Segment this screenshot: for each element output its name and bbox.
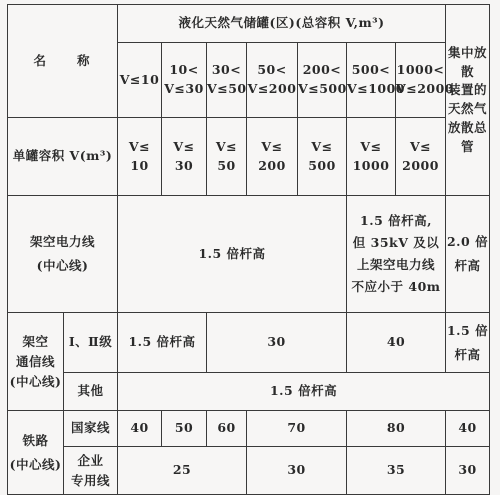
power-line-label: (中心线) bbox=[36, 258, 89, 273]
single-tank-value: V≤ bbox=[215, 138, 238, 154]
power-line-label: 架空电力线 bbox=[30, 234, 96, 250]
range-text: 30< bbox=[211, 62, 242, 78]
single-tank-value: 1000 bbox=[352, 157, 390, 173]
range-text: V≤500 bbox=[298, 81, 347, 96]
railway-national-value: 40 bbox=[130, 420, 149, 436]
power-line-large-value: 但 35kV 及以 bbox=[352, 235, 440, 251]
railway-national-value: 70 bbox=[287, 420, 306, 436]
single-tank-value: 30 bbox=[174, 157, 194, 173]
comm-other-cell bbox=[118, 373, 490, 411]
range-cell bbox=[396, 43, 454, 118]
railway-national-cell bbox=[446, 411, 490, 447]
power-line-vent-cell bbox=[446, 196, 490, 313]
comm-grade1-cell bbox=[207, 313, 347, 373]
railway-national-value: 60 bbox=[217, 420, 236, 436]
range-text: 500< bbox=[351, 62, 391, 78]
railway-enterprise-label: 专用线 bbox=[71, 472, 111, 488]
range-text: 200< bbox=[302, 62, 342, 78]
railway-national-cell bbox=[162, 411, 207, 447]
single-tank-label: 单罐容积 V(m³) bbox=[12, 148, 113, 164]
railway-label-cell bbox=[8, 411, 64, 495]
railway-enterprise-label-cell bbox=[64, 447, 118, 495]
spacing-table bbox=[7, 4, 490, 495]
power-line-large-cell bbox=[347, 196, 446, 313]
railway-enterprise-value: 30 bbox=[287, 462, 306, 478]
single-tank-cell bbox=[347, 118, 396, 196]
railway-enterprise-cell bbox=[347, 447, 446, 495]
comm-grade1-label-cell bbox=[64, 313, 118, 373]
single-tank-value: V≤ bbox=[311, 138, 333, 154]
range-text: 1000< bbox=[396, 62, 445, 78]
comm-grade1-cell bbox=[118, 313, 207, 373]
single-tank-value: 10 bbox=[130, 157, 149, 173]
single-tank-value: 2000 bbox=[402, 157, 439, 173]
range-text: V≤50 bbox=[207, 81, 247, 96]
single-tank-value: 500 bbox=[308, 157, 336, 173]
range-text: V≤10 bbox=[119, 71, 160, 87]
comm-other-label-cell bbox=[64, 373, 118, 411]
railway-national-cell bbox=[118, 411, 162, 447]
range-text: V≤2000 bbox=[396, 81, 454, 96]
railway-enterprise-value: 25 bbox=[172, 462, 192, 478]
range-text: 10< bbox=[169, 62, 199, 78]
railway-enterprise-cell bbox=[446, 447, 490, 495]
power-line-large-value: 1.5 倍杆高, bbox=[360, 213, 432, 229]
single-tank-value: V≤ bbox=[409, 138, 432, 154]
vent-title-line: 装置的 bbox=[448, 82, 488, 98]
range-cell bbox=[118, 43, 162, 118]
railway-national-value: 50 bbox=[174, 420, 194, 436]
name-label: 名 称 bbox=[33, 52, 92, 68]
power-line-main-value: 1.5 倍杆高 bbox=[198, 245, 266, 261]
railway-label: 铁路 bbox=[22, 432, 49, 448]
power-line-label-cell bbox=[8, 196, 118, 313]
range-cell bbox=[207, 43, 247, 118]
single-tank-value: V≤ bbox=[360, 138, 382, 154]
comm-grade1-vent-value: 杆高 bbox=[454, 346, 481, 362]
single-tank-cell bbox=[118, 118, 162, 196]
railway-national-label: 国家线 bbox=[71, 420, 111, 436]
header-group-title-cell bbox=[118, 5, 446, 43]
comm-line-label-cell bbox=[8, 313, 64, 411]
single-tank-value: V≤ bbox=[261, 138, 283, 154]
range-cell bbox=[347, 43, 405, 118]
single-tank-cell bbox=[298, 118, 347, 196]
group-title: 液化天然气储罐(区)(总容积 V,m³) bbox=[178, 15, 385, 31]
railway-national-cell bbox=[247, 411, 347, 447]
vent-title-line: 天然气 bbox=[448, 101, 488, 116]
railway-label: (中心线) bbox=[9, 456, 62, 472]
comm-grade1-vent-cell bbox=[446, 313, 490, 373]
railway-national-value: 80 bbox=[386, 420, 406, 436]
comm-grade1-vent-value: 1.5 倍 bbox=[446, 322, 489, 338]
range-text: V≤1000 bbox=[347, 81, 405, 96]
railway-enterprise-label: 企业 bbox=[77, 452, 104, 468]
power-line-vent-value: 2.0 倍 bbox=[446, 234, 489, 250]
railway-enterprise-cell bbox=[118, 447, 247, 495]
comm-grade1-value: 40 bbox=[386, 334, 406, 350]
railway-national-value: 40 bbox=[458, 420, 477, 436]
railway-national-label-cell bbox=[64, 411, 118, 447]
power-line-vent-value: 杆高 bbox=[454, 258, 481, 273]
comm-line-label: 通信线 bbox=[15, 353, 55, 369]
range-text: V≤200 bbox=[247, 81, 297, 96]
single-tank-cell bbox=[396, 118, 446, 196]
single-tank-value: 200 bbox=[258, 157, 286, 173]
vent-title-line: 集中放散 bbox=[448, 44, 488, 79]
single-tank-cell bbox=[162, 118, 207, 196]
power-line-main-cell bbox=[118, 196, 347, 313]
comm-grade1-label: Ⅰ、Ⅱ级 bbox=[68, 334, 113, 350]
range-text: 50< bbox=[257, 62, 287, 78]
comm-line-label: (中心线) bbox=[9, 373, 62, 389]
range-cell bbox=[298, 43, 347, 118]
single-tank-value: 50 bbox=[217, 157, 236, 173]
comm-grade1-value: 1.5 倍杆高 bbox=[128, 334, 196, 350]
single-tank-cell bbox=[247, 118, 298, 196]
single-tank-cell bbox=[207, 118, 247, 196]
railway-national-cell bbox=[347, 411, 446, 447]
railway-enterprise-cell bbox=[247, 447, 347, 495]
railway-enterprise-value: 30 bbox=[458, 462, 477, 478]
comm-grade1-cell bbox=[347, 313, 446, 373]
power-line-large-value: 不应小于 40m bbox=[351, 278, 441, 294]
comm-other-value: 1.5 倍杆高 bbox=[269, 383, 338, 399]
range-cell bbox=[247, 43, 298, 118]
range-cell bbox=[162, 43, 207, 118]
railway-enterprise-value: 35 bbox=[386, 462, 406, 478]
comm-line-label: 架空 bbox=[22, 333, 49, 349]
comm-grade1-value: 30 bbox=[267, 334, 286, 350]
power-line-large-value: 上架空电力线 bbox=[357, 257, 436, 272]
header-vent-cell bbox=[446, 5, 490, 196]
single-tank-label-cell bbox=[8, 118, 118, 196]
single-tank-value: V≤ bbox=[128, 138, 151, 154]
header-name-cell bbox=[8, 5, 118, 118]
vent-title-line: 放散总管 bbox=[448, 119, 488, 154]
range-text: V≤30 bbox=[164, 81, 204, 96]
comm-other-label: 其他 bbox=[77, 383, 104, 399]
single-tank-value: V≤ bbox=[173, 138, 195, 154]
railway-national-cell bbox=[207, 411, 247, 447]
